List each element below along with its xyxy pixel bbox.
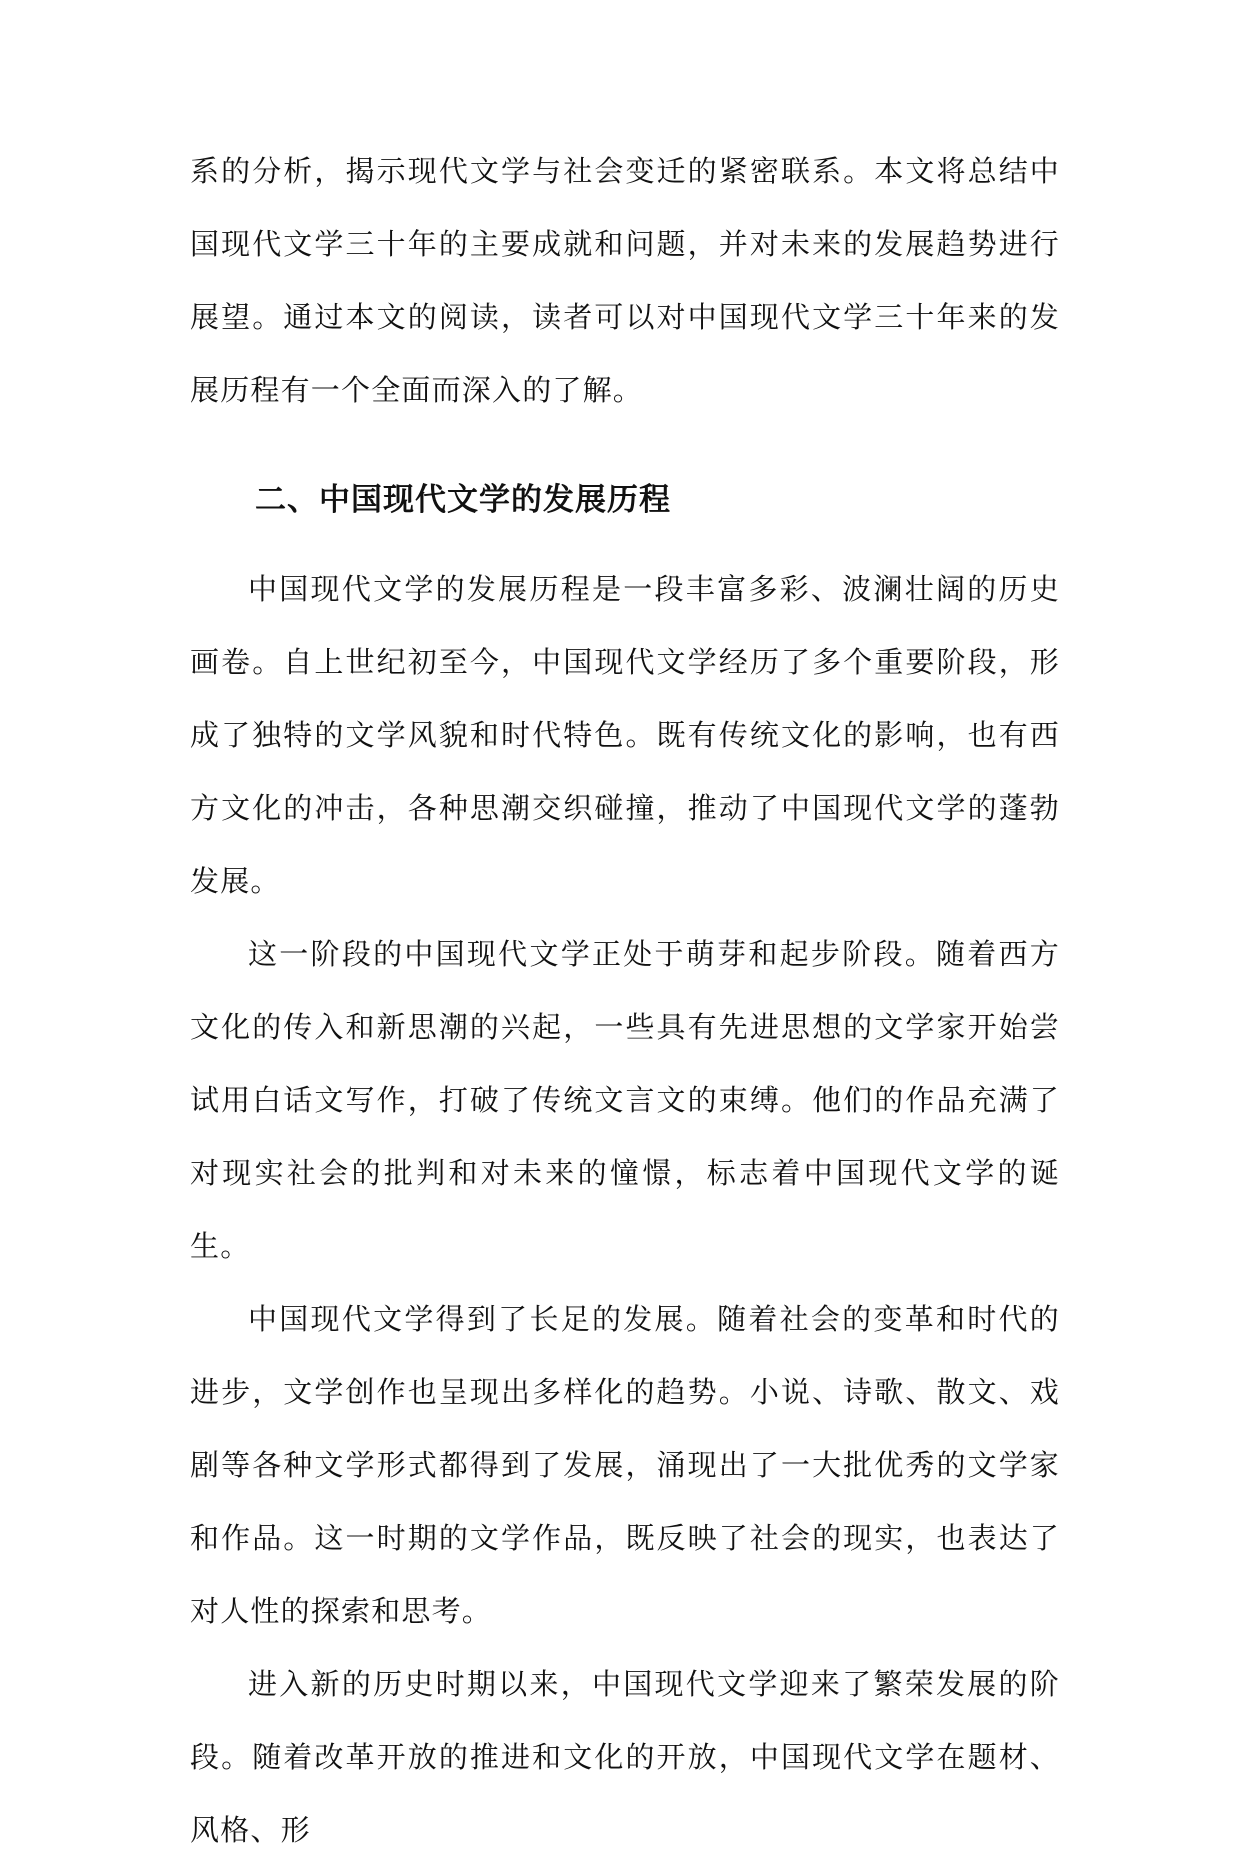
body-paragraph-3: 中国现代文学得到了长足的发展。随着社会的变革和时代的进步，文学创作也呈现出多样化的趋势。小说、诗歌、散文、戏剧等各种文学形式都得到了发展，涌现出了一大批优秀的文学家和作品。这一时期的文学作品，既反映了社会的现实，也表达了对人性的探索和思考。	[190, 1302, 1060, 1628]
body-paragraph-1: 中国现代文学的发展历程是一段丰富多彩、波澜壮阔的历史画卷。自上世纪初至今，中国现代文学经历了多个重要阶段，形成了独特的文学风貌和时代特色。既有传统文化的影响，也有西方文化的冲击，各种思潮交织碰撞，推动了中国现代文学的蓬勃发展。	[190, 572, 1060, 898]
body-paragraph-4: 进入新的历史时期以来，中国现代文学迎来了繁荣发展的阶段。随着改革开放的推进和文化的开放，中国现代文学在题材、风格、形	[190, 1667, 1060, 1847]
intro-paragraph: 系的分析，揭示现代文学与社会变迁的紧密联系。本文将总结中国现代文学三十年的主要成就和问题，并对未来的发展趋势进行展望。通过本文的阅读，读者可以对中国现代文学三十年来的发展历程有一个全面而深入的了解。	[190, 154, 1060, 407]
body-paragraph-2: 这一阶段的中国现代文学正处于萌芽和起步阶段。随着西方文化的传入和新思潮的兴起，一些具有先进思想的文学家开始尝试用白话文写作，打破了传统文言文的束缚。他们的作品充满了对现实社会的批判和对未来的憧憬，标志着中国现代文学的诞生。	[190, 937, 1060, 1263]
section-body	[190, 553, 1060, 1867]
section-heading: 二、中国现代文学的发展历程	[255, 482, 671, 518]
